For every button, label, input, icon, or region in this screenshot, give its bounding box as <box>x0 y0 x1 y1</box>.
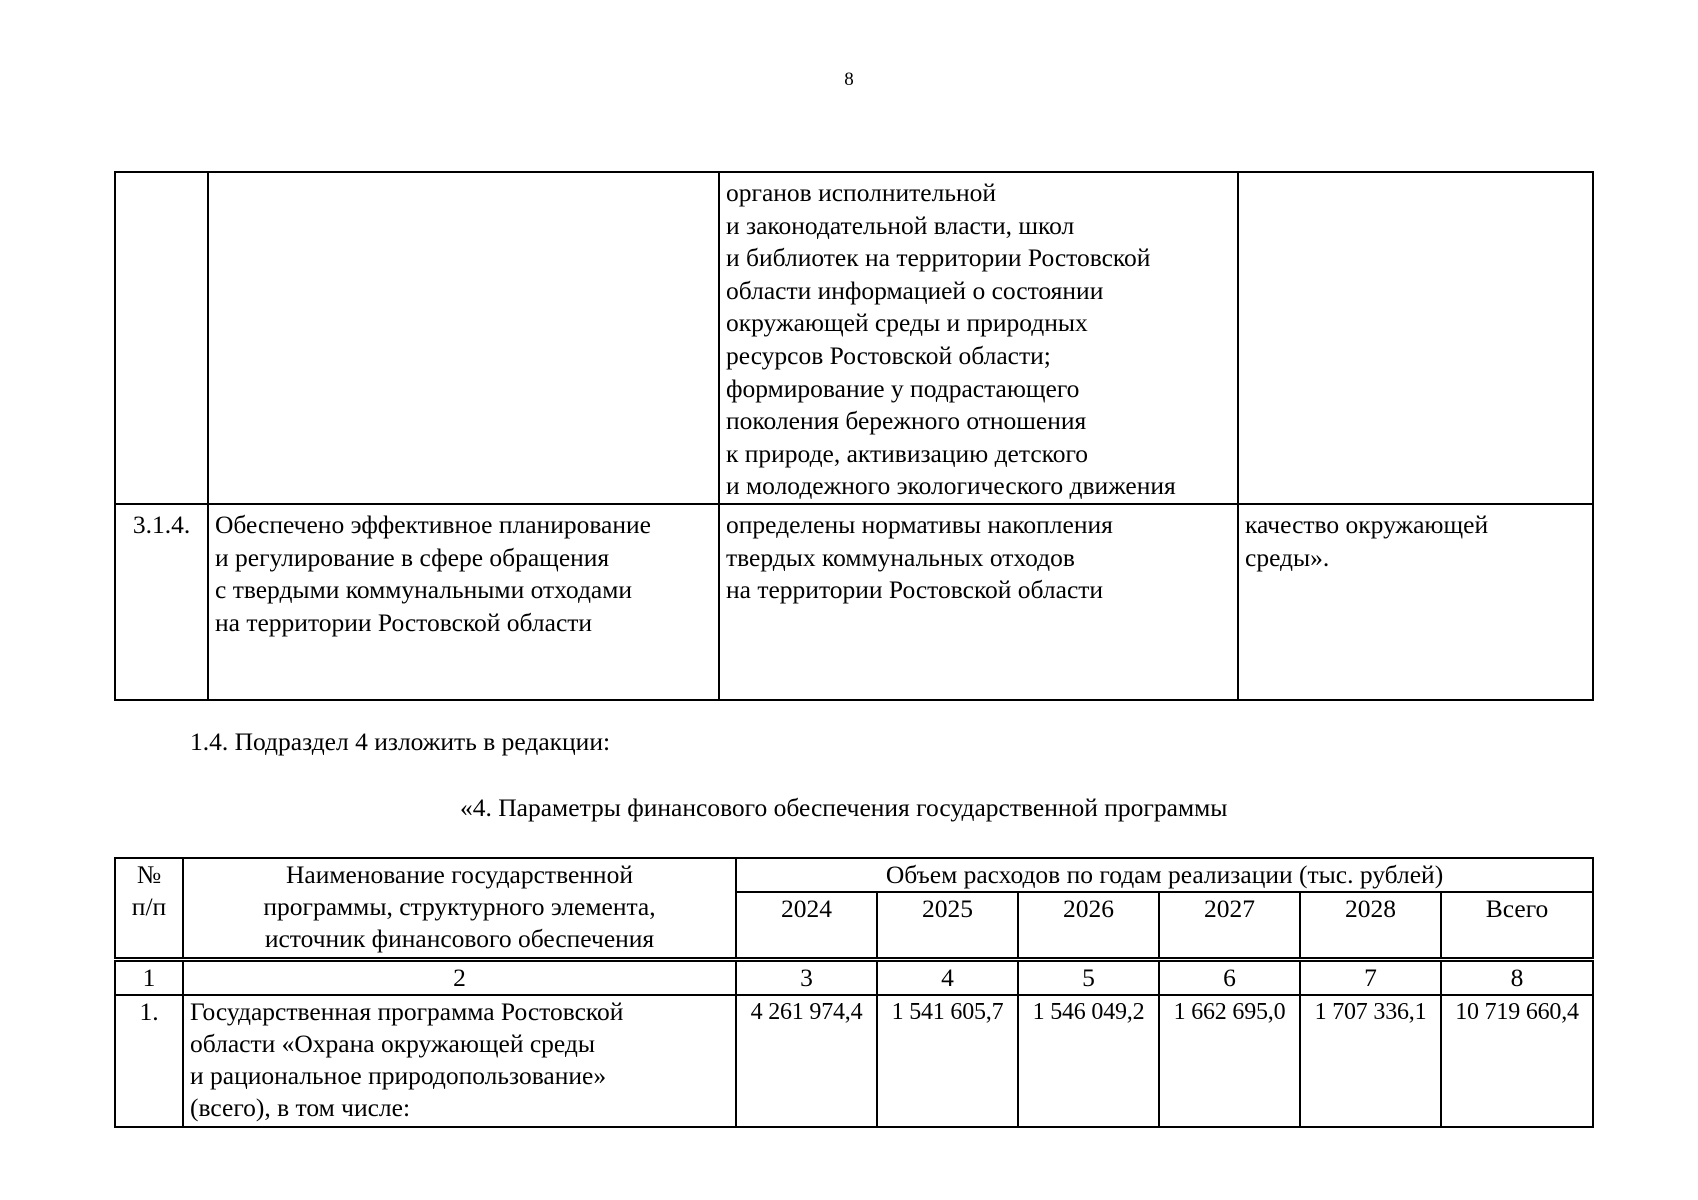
result-line: с твердыми коммунальными отходами <box>215 575 633 605</box>
page-number: 8 <box>844 69 854 90</box>
description-line: окружающей среды и природных <box>726 308 1088 338</box>
header-num-line: № <box>136 860 162 889</box>
description-line: определены нормативы накопления <box>726 509 1113 539</box>
header-num-cell <box>115 858 183 960</box>
description-line: органов исполнительной <box>726 178 996 207</box>
result-cell <box>208 504 719 700</box>
amount-2024-cell: 4 261 974,4 <box>736 995 877 1127</box>
column-number-cell: 1 <box>115 960 183 996</box>
description-cell <box>719 504 1238 700</box>
header-year-cell: 2027 <box>1159 892 1300 960</box>
section-title: «4. Параметры финансового обеспечения государственной программы <box>460 793 1228 822</box>
result-cell <box>208 172 719 504</box>
column-number-cell: 7 <box>1300 960 1441 996</box>
header-name-cell <box>183 858 736 960</box>
amount-2025-cell: 1 541 605,7 <box>877 995 1018 1127</box>
table-row <box>115 995 1593 1127</box>
header-num-line: п/п <box>131 892 167 921</box>
column-number-cell: 4 <box>877 960 1018 996</box>
row-number-cell: 1. <box>115 995 183 1127</box>
program-name-line: области «Охрана окружающей среды <box>190 1029 596 1058</box>
program-name-line: Государственная программа Ростовской <box>190 997 624 1026</box>
header-year-cell: 2024 <box>736 892 877 960</box>
header-name-line: программы, структурного элемента, <box>263 892 656 921</box>
result-line: и регулирование в сфере обращения <box>215 542 610 572</box>
amount-total-cell: 10 719 660,4 <box>1441 995 1593 1127</box>
header-row <box>115 858 1593 892</box>
description-line: к природе, активизацию детского <box>726 438 1089 468</box>
link-line: среды». <box>1245 542 1330 572</box>
header-year-cell: 2026 <box>1018 892 1159 960</box>
header-year-cell: 2025 <box>877 892 1018 960</box>
description-line: и молодежного экологического движения <box>726 471 1176 501</box>
column-number-cell: 2 <box>183 960 736 996</box>
amount-2026-cell: 1 546 049,2 <box>1018 995 1159 1127</box>
description-line: ресурсов Ростовской области; <box>726 340 1051 370</box>
header-expenses-group: Объем расходов по годам реализации (тыс. рублей) <box>736 858 1593 892</box>
financing-table <box>114 857 1594 1128</box>
column-number-row <box>115 960 1593 996</box>
description-line: твердых коммунальных отходов <box>726 542 1075 572</box>
amount-2028-cell: 1 707 336,1 <box>1300 995 1441 1127</box>
result-line: на территории Ростовской области <box>215 607 593 637</box>
description-line: поколения бережного отношения <box>726 406 1087 436</box>
column-number-cell: 3 <box>736 960 877 996</box>
table-row <box>115 504 1593 700</box>
link-line: качество окружающей <box>1245 509 1489 539</box>
column-number-cell: 5 <box>1018 960 1159 996</box>
link-cell <box>1238 504 1593 700</box>
description-line: и библиотек на территории Ростовской <box>726 243 1151 273</box>
amount-2027-cell: 1 662 695,0 <box>1159 995 1300 1127</box>
goals-table-continued <box>114 171 1594 701</box>
table-row <box>115 172 1593 504</box>
header-name-line: источник финансового обеспечения <box>264 924 655 953</box>
amendment-text: 1.4. Подраздел 4 изложить в редакции: <box>190 727 611 756</box>
program-name-line: и рациональное природопользование» <box>190 1061 607 1090</box>
column-number-cell: 6 <box>1159 960 1300 996</box>
description-line: области информацией о состоянии <box>726 275 1104 305</box>
header-year-cell: 2028 <box>1300 892 1441 960</box>
result-line: Обеспечено эффективное планирование <box>215 509 651 539</box>
header-name-line: Наименование государственной <box>286 860 633 889</box>
row-number-cell <box>115 172 208 504</box>
row-number-cell: 3.1.4. <box>115 504 208 700</box>
column-number-cell: 8 <box>1441 960 1593 996</box>
description-line: и законодательной власти, школ <box>726 210 1075 240</box>
program-name-line: (всего), в том числе: <box>190 1093 411 1122</box>
description-line: формирование у подрастающего <box>726 373 1080 403</box>
header-total-cell: Всего <box>1441 892 1593 960</box>
program-name-cell <box>183 995 736 1127</box>
link-cell <box>1238 172 1593 504</box>
description-cell <box>719 172 1238 504</box>
description-line: на территории Ростовской области <box>726 575 1104 605</box>
